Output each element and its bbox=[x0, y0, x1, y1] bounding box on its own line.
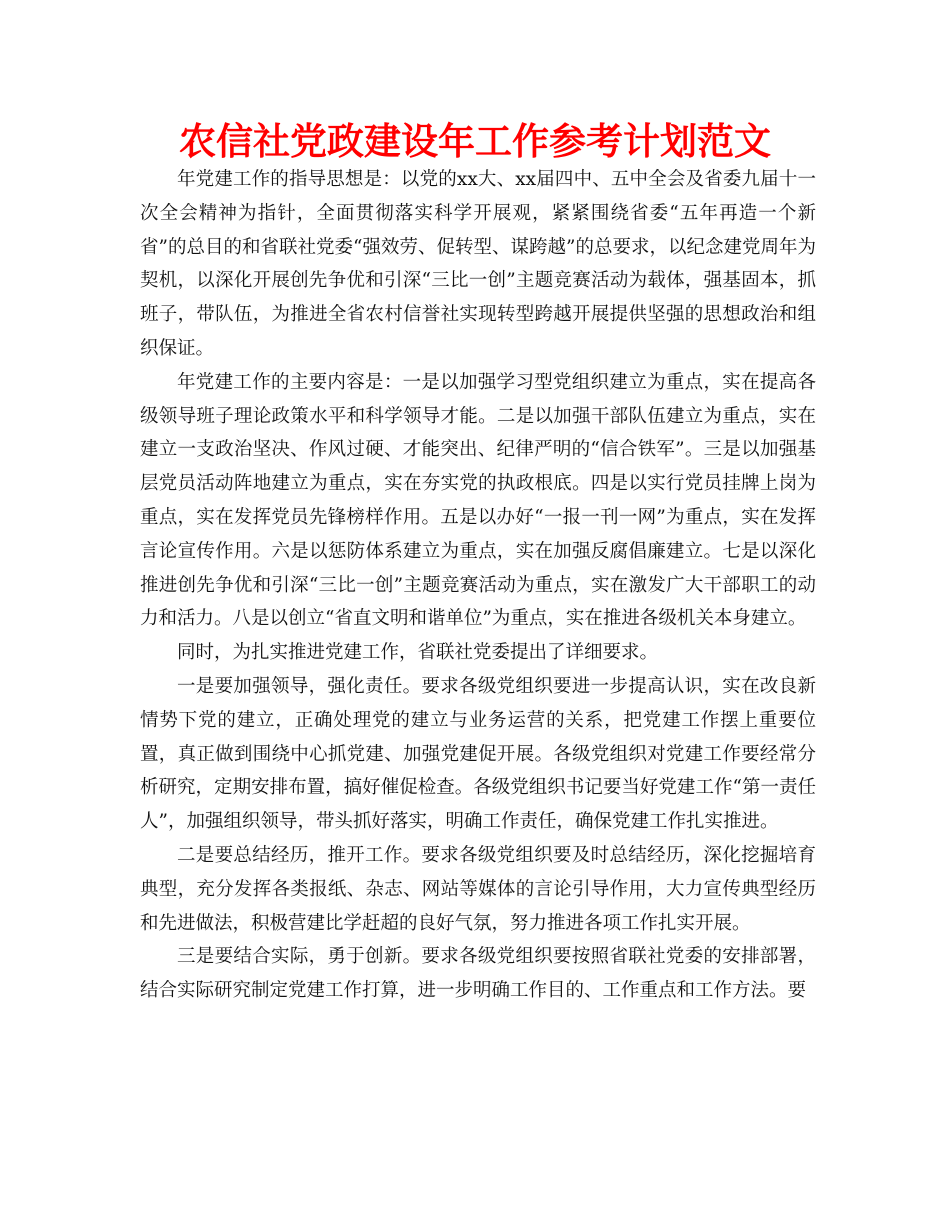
paragraph-requirement-3: 三是要结合实际，勇于创新。要求各级党组织要按照省联社党委的安排部署，结合实际研究制定党建工作打算，进一步明确工作目的、工作重点和工作方法。要 bbox=[140, 946, 816, 1002]
paragraph-main-content: 年党建工作的主要内容是：一是以加强学习型党组织建立为重点，实在提高各级领导班子理论政策水平和科学领导才能。二是以加强干部队伍建立为重点，实在建立一支政治坚决、作风过硬、才能突出、纪律严明的“信合铁军”。三是以加强基层党员活动阵地建立为重点，实在夯实党的执政根底。四是以实行党员挂牌上岗为重点，实在发挥党员先锋榜样作用。五是以办好“一报一刊一网”为重点，实在发挥言论宣传作用。六是以惩防体系建立为重点，实在加强反腐倡廉建立。七是以深化推进创先争优和引深“三比一创”主题竞赛活动为重点，实在激发广大干部职工的动力和活力。八是以创立“省直文明和谐单位”为重点，实在推进各级机关本身建立。 bbox=[140, 371, 816, 630]
paragraph-requirement-1: 一是要加强领导，强化责任。要求各级党组织要进一步提高认识，实在改良新情势下党的建立，正确处理党的建立与业务运营的关系，把党建工作摆上重要位置，真正做到围绕中心抓党建、加强党建促开展。各级党组织对党建工作要经常分析研究，定期安排布置，搞好催促检查。各级党组织书记要当好党建工作“第一责任人”，加强组织领导，带头抓好落实，明确工作责任，确保党建工作扎实推进。 bbox=[140, 675, 816, 833]
paragraph-requirements-intro: 同时，为扎实推进党建工作，省联社党委提出了详细要求。 bbox=[177, 642, 659, 664]
paragraph-guiding-thought: 年党建工作的指导思想是：以党的xx大、xx届四中、五中全会及省委九届十一次全会精神为指针，全面贯彻落实科学开展观，紧紧围绕省委“五年再造一个新省”的总目的和省联社党委“强效劳、促转型、谋跨越”的总要求，以纪念建党周年为契机，以深化开展创先争优和引深“三比一创”主题竞赛活动为载体，强基固本，抓班子，带队伍，为推进全省农村信誉社实现转型跨越开展提供坚强的思想政治和组织保证。 bbox=[140, 169, 816, 359]
document-title: 农信社党政建设年工作参考计划范文 bbox=[179, 120, 771, 163]
document-body bbox=[140, 163, 816, 1008]
paragraph-requirement-2: 二是要总结经历，推开工作。要求各级党组织要及时总结经历，深化挖掘培育典型，充分发挥各类报纸、杂志、网站等媒体的言论引导作用，大力宣传典型经历和先进做法，积极营建比学赶超的良好气氛，努力推进各项工作扎实开展。 bbox=[140, 844, 816, 934]
